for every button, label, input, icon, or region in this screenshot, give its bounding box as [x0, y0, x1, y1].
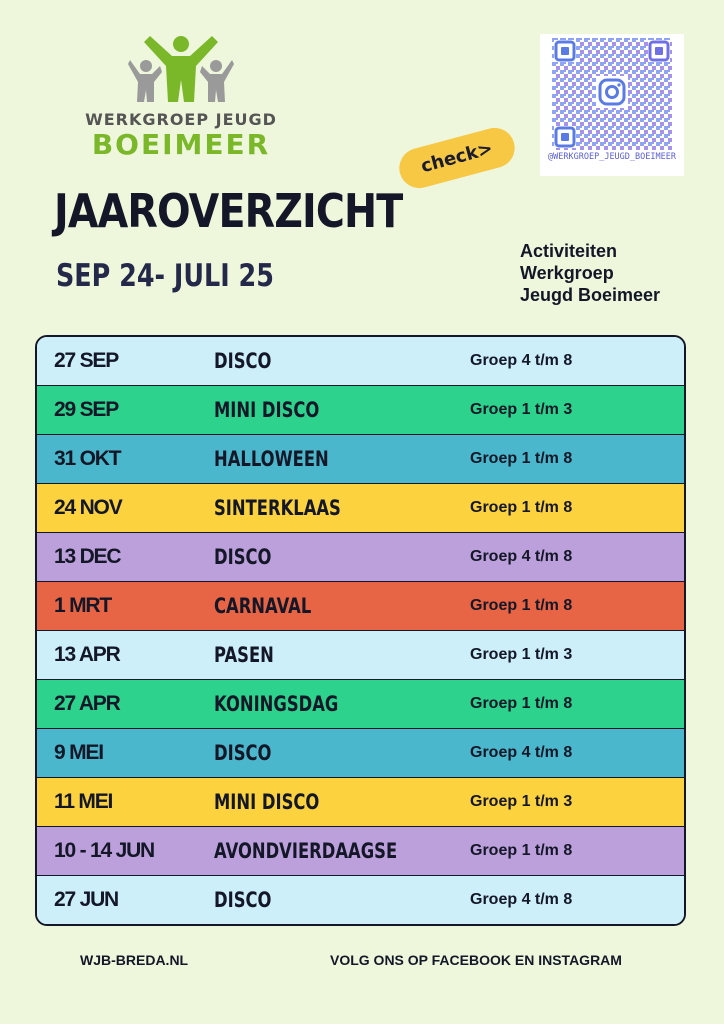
table-row [37, 630, 684, 679]
table-row [37, 434, 684, 483]
row-activity: SINTERKLAAS [214, 496, 341, 520]
qr-code-icon [552, 38, 672, 150]
row-group: Groep 4 t/m 8 [470, 352, 573, 369]
row-date: 13 DEC [54, 545, 121, 568]
row-activity: KONINGSDAG [214, 692, 339, 716]
row-activity: DISCO [214, 349, 272, 373]
row-group: Groep 1 t/m 3 [470, 793, 573, 810]
people-logo-icon [128, 30, 234, 104]
website-link[interactable]: WJB-BREDA.NL [80, 952, 189, 968]
row-date: 29 SEP [54, 398, 119, 421]
row-date: 10 - 14 JUN [54, 839, 155, 862]
row-activity: DISCO [214, 888, 272, 912]
row-group: Groep 4 t/m 8 [470, 744, 573, 761]
social-callout: VOLG ONS OP FACEBOOK EN INSTAGRAM [330, 952, 622, 968]
row-activity: DISCO [214, 545, 272, 569]
row-date: 27 APR [54, 692, 120, 715]
table-row [37, 679, 684, 728]
side-line: Activiteiten [520, 241, 618, 261]
row-date: 11 MEI [54, 790, 113, 813]
row-group: Groep 1 t/m 3 [470, 646, 573, 663]
row-group: Groep 1 t/m 8 [470, 499, 573, 516]
logo-text-bottom: BOEIMEER [91, 128, 271, 161]
row-activity: HALLOWEEN [214, 447, 329, 471]
row-date: 27 SEP [54, 349, 119, 372]
side-line: Jeugd Boeimeer [520, 285, 661, 305]
row-date: 13 APR [54, 643, 120, 666]
check-badge: check> [395, 123, 519, 192]
table-row [37, 532, 684, 581]
table-row [37, 385, 684, 434]
row-activity: DISCO [214, 741, 272, 765]
logo-text-top: WERKGROEP JEUGD [85, 110, 277, 129]
logo [56, 30, 306, 165]
row-activity: PASEN [214, 643, 274, 667]
table-row [37, 777, 684, 826]
instagram-handle: @WERKGROEP_JEUGD_BOEIMEER [548, 152, 676, 162]
page-title: JAAROVERZICHT [54, 184, 403, 238]
table-row [37, 581, 684, 630]
row-group: Groep 1 t/m 3 [470, 401, 573, 418]
row-date: 9 MEI [54, 741, 103, 764]
row-date: 24 NOV [54, 496, 122, 519]
instagram-icon [596, 76, 628, 108]
row-date: 1 MRT [54, 594, 112, 617]
side-description [520, 240, 700, 306]
row-date: 27 JUN [54, 888, 119, 911]
row-group: Groep 4 t/m 8 [470, 548, 573, 565]
row-activity: CARNAVAL [214, 594, 312, 618]
row-activity: MINI DISCO [214, 790, 320, 814]
row-group: Groep 4 t/m 8 [470, 891, 573, 908]
side-line: Werkgroep [520, 263, 614, 283]
row-group: Groep 1 t/m 8 [470, 597, 573, 614]
table-row [37, 728, 684, 777]
instagram-qr-code[interactable] [540, 34, 684, 176]
row-group: Groep 1 t/m 8 [470, 450, 573, 467]
row-activity: MINI DISCO [214, 398, 320, 422]
row-date: 31 OKT [54, 447, 121, 470]
table-row [37, 875, 684, 924]
row-group: Groep 1 t/m 8 [470, 695, 573, 712]
row-activity: AVONDVIERDAAGSE [214, 839, 398, 863]
table-row [37, 483, 684, 532]
table-row [37, 337, 684, 385]
table-row [37, 826, 684, 875]
row-group: Groep 1 t/m 8 [470, 842, 573, 859]
page-subtitle: SEP 24- JULI 25 [56, 258, 274, 294]
schedule-table [35, 335, 686, 926]
